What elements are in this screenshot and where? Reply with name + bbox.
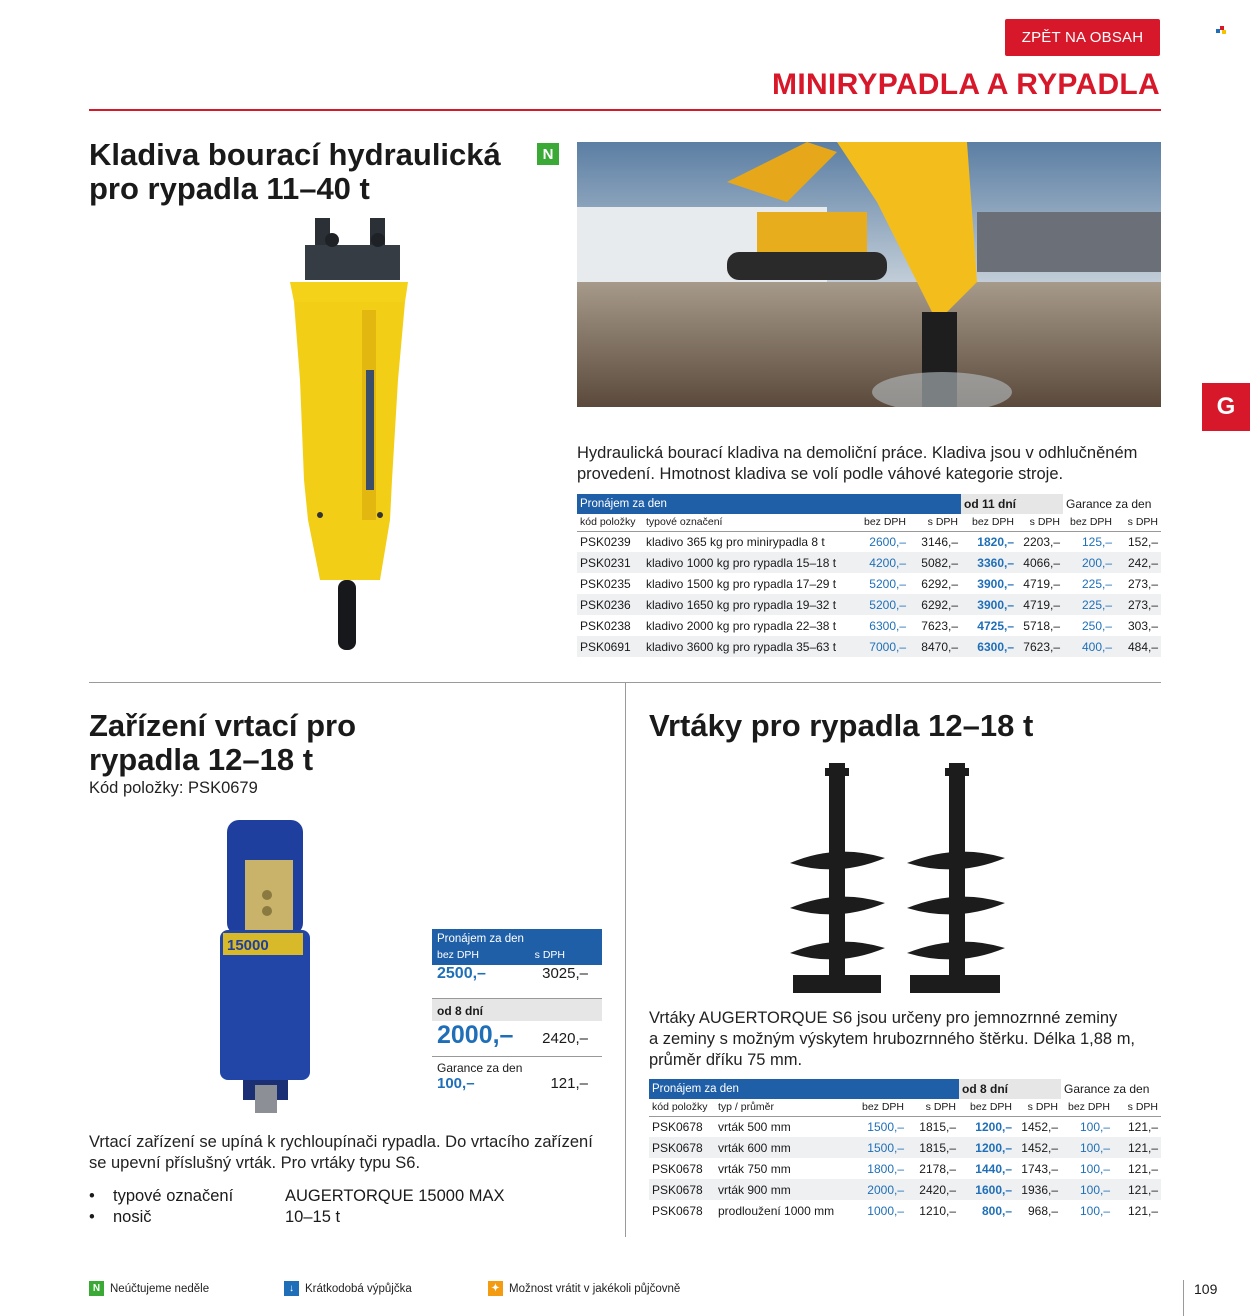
return-anywhere-icon: ✦ <box>488 1281 503 1296</box>
col-from-net: bez DPH <box>959 1099 1015 1116</box>
spec-item: • typové označení AUGERTORQUE 15000 MAX <box>89 1187 505 1205</box>
drill-rig-from-net-price: 2000,– <box>437 1021 514 1049</box>
augers-from-days-header: od 8 dní <box>959 1079 1061 1099</box>
footer-legend-short-term <box>284 1281 412 1296</box>
price-net: 7000,– <box>857 636 909 657</box>
price-from-net: 4725,– <box>977 618 1014 633</box>
price-net: 5200,– <box>869 576 906 591</box>
guarantee-net: 225,– <box>1063 594 1115 615</box>
drill-rig-from-label: od 8 dní <box>432 999 602 1021</box>
drill-rig-description-line2: se upevní příslušný vrták. Pro vrtáky typu S6. <box>89 1154 421 1172</box>
price-gross: 8470,– <box>909 636 961 657</box>
drill-rig-gross-label: s DPH <box>534 949 565 961</box>
col-type: typ / průměr <box>715 1099 855 1116</box>
item-code: PSK0678 <box>649 1179 715 1200</box>
augers-rent-header: Pronájem za den <box>649 1079 959 1099</box>
table-row <box>577 573 1161 594</box>
augers-column-headers <box>649 1099 1161 1116</box>
guarantee-gross: 303,– <box>1127 618 1158 633</box>
price-from-gross: 1743,– <box>1021 1161 1058 1176</box>
footer-label: Krátkodobá výpůjčka <box>305 1282 412 1295</box>
price-from-gross: 4719,– <box>1017 594 1063 615</box>
drill-rig-price-header <box>432 929 602 965</box>
guarantee-gross: 121,– <box>1127 1161 1158 1176</box>
price-gross: 1210,– <box>919 1203 956 1218</box>
item-type: vrták 750 mm <box>718 1161 791 1176</box>
col-net: bez DPH <box>857 514 909 531</box>
short-term-icon: ↓ <box>284 1281 299 1296</box>
table-row <box>577 636 1161 657</box>
hammers-description-line2: provedení. Hmotnost kladiva se volí podle váhové kategorie stroje. <box>577 465 1064 483</box>
price-net: 6300,– <box>869 618 906 633</box>
drill-rig-description-line1: Vrtací zařízení se upíná k rychloupínači rypadla. Do vrtacího zařízení <box>89 1133 593 1151</box>
price-from-net: 1200,– <box>959 1137 1015 1158</box>
price-gross: 1815,– <box>907 1137 959 1158</box>
section-title: MINIRYPADLA A RYPADLA <box>772 68 1160 101</box>
price-from-net: 1820,– <box>977 534 1014 549</box>
guarantee-net: 200,– <box>1063 552 1115 573</box>
spec-item: • nosič 10–15 t <box>89 1208 341 1226</box>
price-from-net: 3900,– <box>977 576 1014 591</box>
price-net: 5200,– <box>857 594 909 615</box>
rent-header: Pronájem za den <box>577 494 961 514</box>
hammers-title-line1: Kladiva bourací hydraulická <box>89 137 501 172</box>
price-from-gross: 7623,– <box>1017 636 1063 657</box>
guarantee-net: 100,– <box>1079 1119 1110 1134</box>
drill-rig-title <box>89 709 356 777</box>
price-from-gross: 2203,– <box>1023 534 1060 549</box>
price-from-net: 1600,– <box>959 1179 1015 1200</box>
drill-rig-image <box>215 815 320 1115</box>
guarantee-gross: 121,– <box>1113 1179 1161 1200</box>
item-code: PSK0236 <box>577 594 643 615</box>
item-code: PSK0238 <box>580 618 631 633</box>
drill-rig-guarantee-gross: 121,– <box>550 1075 588 1092</box>
item-type: kladivo 2000 kg pro rypadla 22–38 t <box>646 618 837 633</box>
item-type: vrták 500 mm <box>718 1119 791 1134</box>
augers-description-line2: a zeminy s možným výskytem hrubozrnného štěrku. Délka 1,88 m, <box>649 1030 1136 1048</box>
table-row <box>577 531 1161 552</box>
drill-rig-gross-price: 3025,– <box>542 965 588 982</box>
item-type: kladivo 1000 kg pro rypadla 15–18 t <box>643 552 857 573</box>
drill-rig-specs <box>89 1186 504 1228</box>
hammers-title <box>89 138 501 206</box>
drill-rig-title-line2: rypadla 12–18 t <box>89 742 314 777</box>
guarantee-gross: 121,– <box>1113 1137 1161 1158</box>
price-net: 2000,– <box>855 1179 907 1200</box>
table-row <box>577 594 1161 615</box>
drill-rig-guarantee-net: 100,– <box>437 1075 475 1092</box>
guarantee-net: 400,– <box>1063 636 1115 657</box>
item-type: vrták 900 mm <box>715 1179 855 1200</box>
hammers-price-table <box>577 494 1161 657</box>
guarantee-gross: 121,– <box>1127 1119 1158 1134</box>
price-from-gross: 5718,– <box>1023 618 1060 633</box>
drill-rig-net-label: bez DPH <box>437 949 480 961</box>
guarantee-net: 225,– <box>1081 576 1112 591</box>
guarantee-net: 100,– <box>1061 1137 1113 1158</box>
item-code: PSK0235 <box>580 576 631 591</box>
drill-rig-code: Kód položky: PSK0679 <box>89 779 258 797</box>
demolition-site-photo <box>577 142 1161 407</box>
n-badge-icon: N <box>89 1281 104 1296</box>
guarantee-net: 125,– <box>1081 534 1112 549</box>
item-type: kladivo 3600 kg pro rypadla 35–63 t <box>643 636 857 657</box>
col-code: kód položky <box>577 514 643 531</box>
chapter-tab[interactable]: G <box>1202 383 1250 431</box>
spec-key: nosič <box>113 1208 152 1226</box>
augers-description <box>649 1008 1135 1071</box>
footer-label: Neúčtujeme neděle <box>110 1282 210 1295</box>
brand-logo-icon <box>1216 26 1226 34</box>
item-code: PSK0239 <box>580 534 631 549</box>
price-from-net: 3900,– <box>961 594 1017 615</box>
guarantee-gross: 242,– <box>1115 552 1161 573</box>
new-badge: N <box>537 143 559 165</box>
drill-rig-title-line1: Zařízení vrtací pro <box>89 708 357 743</box>
price-gross: 2420,– <box>907 1179 959 1200</box>
back-to-contents-button[interactable]: ZPĚT NA OBSAH <box>1005 19 1160 56</box>
page-number: 109 <box>1194 1281 1218 1297</box>
price-gross: 7623,– <box>921 618 958 633</box>
hammers-title-line2: pro rypadla 11–40 t <box>89 171 370 206</box>
item-code: PSK0678 <box>652 1203 703 1218</box>
price-from-net: 1440,– <box>975 1161 1012 1176</box>
price-gross: 5082,– <box>909 552 961 573</box>
table-row <box>649 1179 1161 1200</box>
augers-description-line3: průměr dříku 75 mm. <box>649 1051 803 1069</box>
guarantee-net: 250,– <box>1081 618 1112 633</box>
col-from-net: bez DPH <box>961 514 1017 531</box>
drill-rig-rent-label: Pronájem za den <box>437 933 524 945</box>
price-net: 2600,– <box>869 534 906 549</box>
price-net: 1000,– <box>867 1203 904 1218</box>
spec-key: typové označení <box>113 1187 234 1205</box>
drill-rig-net-price: 2500,– <box>437 965 486 982</box>
price-from-gross: 968,– <box>1027 1203 1058 1218</box>
col-from-gross: s DPH <box>1015 1099 1061 1116</box>
price-gross: 6292,– <box>921 576 958 591</box>
price-gross: 6292,– <box>909 594 961 615</box>
augers-guarantee-header: Garance za den <box>1061 1079 1161 1099</box>
header-divider <box>89 109 1161 111</box>
guarantee-gross: 273,– <box>1115 594 1161 615</box>
drill-rig-from-gross-price: 2420,– <box>542 1030 588 1047</box>
price-from-gross: 1936,– <box>1015 1179 1061 1200</box>
col-type: typové označení <box>643 514 857 531</box>
col-guarantee-net: bez DPH <box>1063 514 1115 531</box>
table-row <box>649 1158 1161 1179</box>
col-guarantee-gross: s DPH <box>1113 1099 1161 1116</box>
guarantee-net: 100,– <box>1079 1161 1110 1176</box>
hammers-description <box>577 443 1137 485</box>
item-code: PSK0691 <box>577 636 643 657</box>
auger-bits-image <box>785 763 1025 995</box>
item-type: kladivo 1650 kg pro rypadla 19–32 t <box>643 594 857 615</box>
spec-value: AUGERTORQUE 15000 MAX <box>285 1187 505 1205</box>
col-gross: s DPH <box>909 514 961 531</box>
price-gross: 3146,– <box>921 534 958 549</box>
table-row <box>577 615 1161 636</box>
guarantee-gross: 121,– <box>1127 1203 1158 1218</box>
hammers-description-line1: Hydraulická bourací kladiva na demoliční práce. Kladiva jsou v odhlučněném <box>577 444 1138 462</box>
item-code: PSK0678 <box>649 1137 715 1158</box>
guarantee-net: 100,– <box>1079 1203 1110 1218</box>
guarantee-gross: 484,– <box>1115 636 1161 657</box>
table-row <box>649 1200 1161 1221</box>
price-from-net: 3360,– <box>961 552 1017 573</box>
augers-description-line1: Vrtáky AUGERTORQUE S6 jsou určeny pro jemnozrnné zeminy <box>649 1009 1118 1027</box>
guarantee-gross: 152,– <box>1127 534 1158 549</box>
col-guarantee-net: bez DPH <box>1061 1099 1113 1116</box>
item-code: PSK0678 <box>652 1119 703 1134</box>
guarantee-gross: 273,– <box>1127 576 1158 591</box>
item-code: PSK0678 <box>652 1161 703 1176</box>
hydraulic-hammer-image <box>280 210 420 655</box>
augers-title: Vrtáky pro rypadla 12–18 t <box>649 708 1034 743</box>
from-days-header: od 11 dní <box>961 494 1063 514</box>
spec-value: 10–15 t <box>285 1208 341 1226</box>
col-net: bez DPH <box>855 1099 907 1116</box>
price-from-gross: 1452,– <box>1015 1137 1061 1158</box>
price-from-net: 6300,– <box>961 636 1017 657</box>
footer-legend-return-anywhere <box>488 1281 680 1296</box>
price-from-gross: 1452,– <box>1021 1119 1058 1134</box>
price-net: 1500,– <box>867 1119 904 1134</box>
price-from-net: 800,– <box>981 1203 1012 1218</box>
col-gross: s DPH <box>907 1099 959 1116</box>
item-type: kladivo 365 kg pro minirypadla 8 t <box>646 534 825 549</box>
price-net: 1800,– <box>867 1161 904 1176</box>
price-from-gross: 4719,– <box>1023 576 1060 591</box>
col-code: kód položky <box>649 1099 715 1116</box>
table-row <box>649 1137 1161 1158</box>
item-type: kladivo 1500 kg pro rypadla 17–29 t <box>646 576 837 591</box>
page-number-divider <box>1183 1280 1184 1316</box>
price-from-gross: 4066,– <box>1017 552 1063 573</box>
item-code: PSK0231 <box>577 552 643 573</box>
drill-rig-price-box <box>432 929 602 1097</box>
table-column-headers <box>577 514 1161 531</box>
footer-legend-no-sundays <box>89 1281 209 1296</box>
col-from-gross: s DPH <box>1017 514 1063 531</box>
price-gross: 1815,– <box>919 1119 956 1134</box>
table-row <box>649 1116 1161 1137</box>
item-type: prodloužení 1000 mm <box>718 1203 835 1218</box>
drill-rig-model-label: 15000 <box>227 937 269 954</box>
column-divider <box>625 682 626 1237</box>
table-row <box>577 552 1161 573</box>
col-guarantee-gross: s DPH <box>1115 514 1161 531</box>
drill-rig-description <box>89 1132 593 1174</box>
price-gross: 2178,– <box>919 1161 956 1176</box>
price-from-net: 1200,– <box>975 1119 1012 1134</box>
augers-price-table <box>649 1079 1161 1221</box>
drill-rig-guarantee-label: Garance za den <box>437 1061 523 1075</box>
footer-label: Možnost vrátit v jakékoli půjčovně <box>509 1282 681 1295</box>
guarantee-header: Garance za den <box>1063 494 1161 514</box>
price-net: 1500,– <box>855 1137 907 1158</box>
guarantee-net: 100,– <box>1061 1179 1113 1200</box>
price-net: 4200,– <box>857 552 909 573</box>
item-type: vrták 600 mm <box>715 1137 855 1158</box>
